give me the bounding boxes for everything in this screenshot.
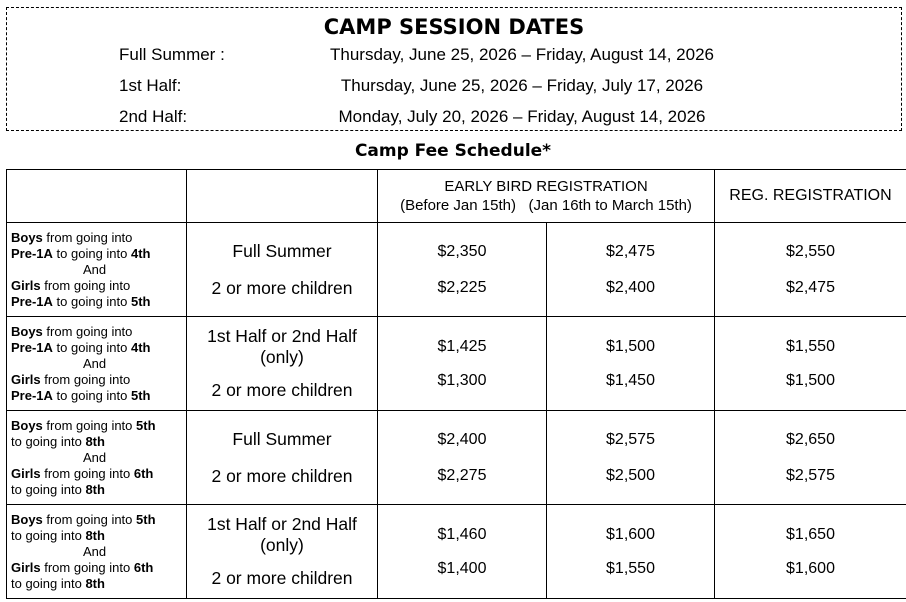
and-label: And	[83, 355, 107, 371]
regular-price: $1,550 $1,500	[715, 317, 906, 411]
early-bird-title: EARLY BIRD REGISTRATION	[444, 178, 648, 195]
fee-row	[7, 411, 906, 505]
multi-child-label: 2 or more children	[211, 380, 353, 400]
eligibility-cell: Boys from going into Pre-1A to going into 4th And Girls from going into Pre-1A to going into 5th	[7, 223, 187, 317]
header-empty-cell	[7, 170, 187, 223]
option-name: Full Summer	[232, 240, 332, 261]
option-name: Full Summer	[232, 428, 332, 449]
fee-schedule-table	[6, 169, 906, 599]
second-half-label: 2nd Half:	[119, 107, 188, 126]
early-bird-after-price: $1,500 $1,450	[547, 317, 715, 411]
eligibility-cell: Boys from going into Pre-1A to going into 4th And Girls from going into Pre-1A to going into 5th	[7, 317, 187, 411]
regular-price: $1,650 $1,600	[715, 505, 906, 599]
multi-child-label: 2 or more children	[211, 465, 353, 486]
session-dates-box	[6, 7, 902, 131]
early-bird-header	[378, 170, 715, 223]
option-name: 1st Half or 2nd Half (only)	[207, 514, 357, 555]
early-bird-sub-after: (Jan 16th to March 15th)	[528, 197, 692, 214]
header-empty-cell	[187, 170, 378, 223]
first-half-dates: Thursday, June 25, 2026 – Friday, July 17, 2026	[340, 76, 704, 95]
multi-child-label: 2 or more children	[211, 277, 353, 298]
early-bird-before-price: $1,460 $1,400	[378, 505, 547, 599]
regular-price: $2,550 $2,475	[715, 223, 906, 317]
fee-row	[7, 505, 906, 599]
early-bird-subtitles	[378, 196, 714, 215]
session-option-cell	[187, 317, 378, 411]
and-label: And	[83, 449, 107, 465]
early-bird-after-price: $2,475 $2,400	[547, 223, 715, 317]
fee-schedule-title: Camp Fee Schedule*	[354, 141, 552, 161]
early-bird-after-price: $1,600 $1,550	[547, 505, 715, 599]
second-half-dates: Monday, July 20, 2026 – Friday, August 14, 2026	[338, 107, 706, 126]
fee-row	[7, 317, 906, 411]
and-label: And	[83, 261, 107, 277]
regular-price: $2,650 $2,575	[715, 411, 906, 505]
session-option-cell	[187, 505, 378, 599]
eligibility-cell: Boys from going into 5th to going into 8th And Girls from going into 6th to going into 8th	[7, 505, 187, 599]
full-summer-label: Full Summer :	[119, 45, 225, 64]
full-summer-dates: Thursday, June 25, 2026 – Friday, August 14, 2026	[329, 45, 714, 64]
fee-header-row	[7, 170, 906, 223]
session-dates-title: CAMP SESSION DATES	[323, 15, 585, 39]
early-bird-after-price: $2,575 $2,500	[547, 411, 715, 505]
early-bird-before-price: $2,350 $2,225	[378, 223, 547, 317]
early-bird-before-price: $1,425 $1,300	[378, 317, 547, 411]
session-option-cell	[187, 223, 378, 317]
and-label: And	[83, 543, 107, 559]
multi-child-label: 2 or more children	[211, 568, 353, 588]
fee-row	[7, 223, 906, 317]
early-bird-before-price: $2,400 $2,275	[378, 411, 547, 505]
session-option-cell	[187, 411, 378, 505]
eligibility-cell: Boys from going into 5th to going into 8th And Girls from going into 6th to going into 8th	[7, 411, 187, 505]
option-name: 1st Half or 2nd Half (only)	[207, 326, 357, 367]
early-bird-sub-before: (Before Jan 15th)	[400, 197, 516, 214]
regular-registration-header: REG. REGISTRATION	[715, 170, 906, 223]
first-half-label: 1st Half:	[119, 76, 182, 95]
